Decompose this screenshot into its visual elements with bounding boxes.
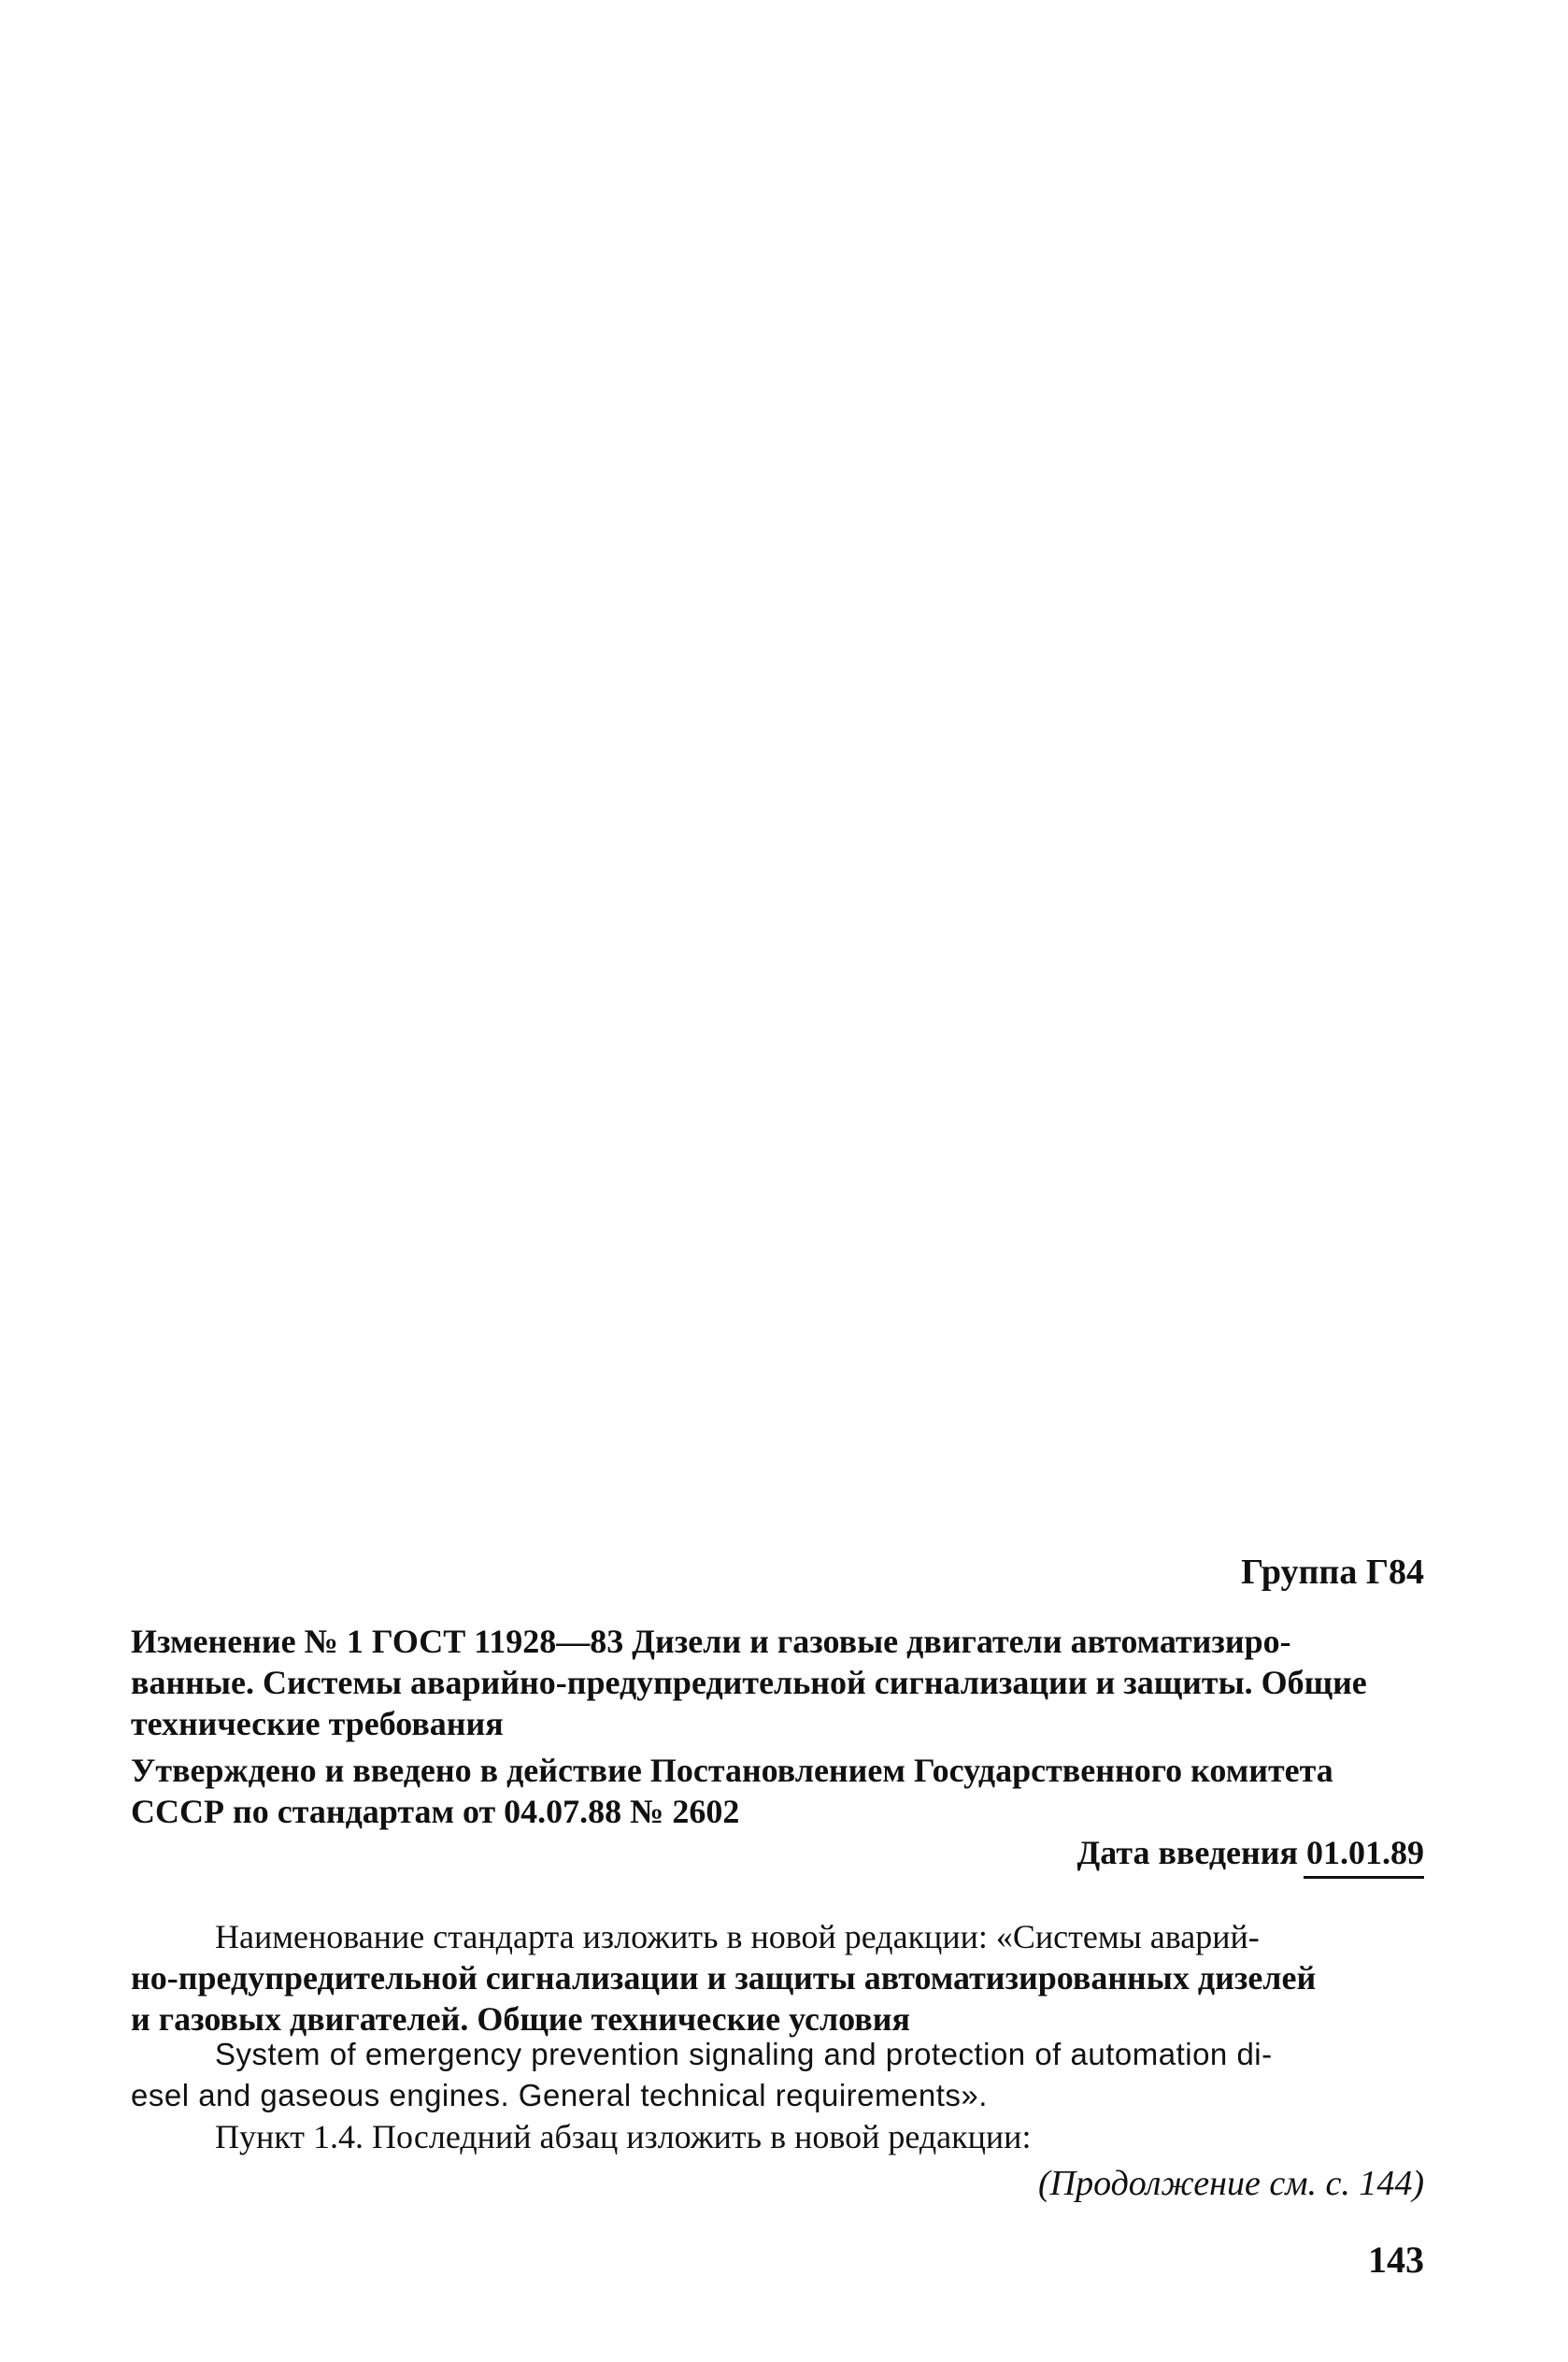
- approval-block: [131, 1750, 1424, 1832]
- english-line-1: System of emergency prevention signaling and protection of automation di-: [215, 2037, 1273, 2071]
- amendment-line-1: Изменение № 1 ГОСТ 11928—83 Дизели и газовые двигатели автоматизиро-: [131, 1623, 1291, 1660]
- rename-line-2: но-предупредительной сигнализации и защиты автоматизированных дизелей: [131, 1959, 1317, 1997]
- item-paragraph: [131, 2116, 1424, 2157]
- item-line: Пункт 1.4. Последний абзац изложить в новой редакции:: [215, 2118, 1032, 2155]
- group-label: Группа Г84: [1241, 1553, 1424, 1592]
- rename-line-3: и газовых двигателей. Общие технические условия: [131, 2000, 910, 2038]
- amendment-line-3: технические требования: [131, 1705, 504, 1742]
- amendment-heading: [131, 1621, 1424, 1744]
- effective-date-row: [131, 1832, 1424, 1873]
- rename-paragraph: [131, 1916, 1424, 2040]
- effective-date-value: 01.01.89: [1306, 1834, 1424, 1871]
- effective-date: [1077, 1832, 1425, 1873]
- amendment-line-2: ванные. Системы аварийно-предупредительной сигнализации и защиты. Общие: [131, 1664, 1367, 1701]
- date-underline: [1304, 1876, 1425, 1879]
- approval-line-2: СССР по стандартам от 04.07.88 № 2602: [131, 1793, 740, 1830]
- english-title: [131, 2034, 1424, 2116]
- continuation-note: (Продолжение см. с. 144): [1037, 2164, 1424, 2203]
- english-line-2: esel and gaseous engines. General technical requirements».: [131, 2078, 988, 2112]
- rename-line-1: Наименование стандарта изложить в новой редакции: «Системы аварий-: [215, 1918, 1260, 1955]
- effective-date-label: Дата введения: [1076, 1834, 1298, 1871]
- page-number: 143: [1368, 2239, 1424, 2281]
- approval-line-1: Утверждено и введено в действие Постановлением Государственного комитета: [131, 1752, 1333, 1789]
